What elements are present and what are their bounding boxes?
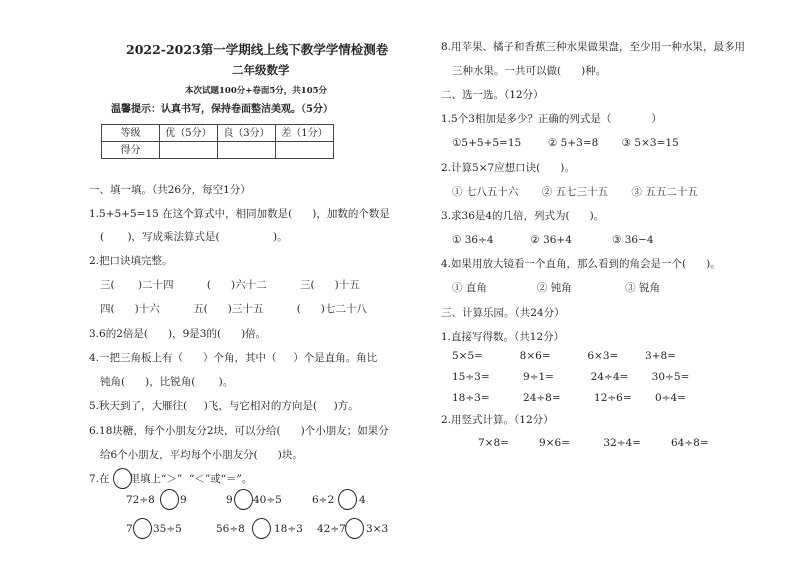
compare-left: 42÷7 bbox=[317, 523, 346, 535]
question-line: 2.用竖式计算。（12分） bbox=[441, 414, 554, 426]
compare-right: 40÷5 bbox=[253, 494, 282, 506]
section-2-heading: 二、选一选。（12分） bbox=[441, 89, 544, 101]
question-line: 3.求36是4的几倍，列式为( )。 bbox=[441, 210, 605, 222]
question-line: 7.在 里填上“＞” “＜”或“＝”。 bbox=[89, 473, 253, 485]
choice-options: ① 七八五十六 ② 五七三十五 ③ 五五二十五 bbox=[452, 186, 698, 198]
question-line: 4.一把三角板上有（ ）个角，其中（ ）个是直角。角比 bbox=[89, 352, 378, 364]
grade-header-cell: 良（3分） bbox=[218, 125, 276, 142]
question-line: 2.把口诀填完整。 bbox=[89, 255, 173, 267]
answer-circle[interactable] bbox=[113, 468, 132, 489]
question-line: 2.计算5×7应想口诀( )。 bbox=[441, 162, 575, 174]
compare-left: 7 bbox=[126, 523, 133, 535]
choice-options: ① 36÷4 ② 36+4 ③ 36−4 bbox=[452, 234, 654, 246]
grade-header-row bbox=[102, 125, 334, 142]
question-line: 6.18块糖，每个小朋友分2块，可以分给( )个小朋友；如果分 bbox=[89, 425, 389, 437]
compare-right: 4 bbox=[359, 494, 366, 506]
calc-row: 7×8= 9×6= 32÷4= 64÷8= bbox=[478, 437, 709, 449]
question-line: 1.直接写得数。（共12分） bbox=[441, 331, 565, 343]
compare-left: 9 bbox=[226, 494, 233, 506]
answer-circle[interactable] bbox=[252, 518, 271, 539]
grade-header-cell: 差（1分） bbox=[276, 125, 334, 142]
grade-score-row bbox=[102, 142, 334, 159]
calc-row: 18÷3= 24÷8= 12÷6= 0÷4= bbox=[452, 392, 686, 404]
question-line: 四( )十六 五( )三十五 ( )七二十八 bbox=[100, 303, 367, 315]
exam-tip: 温馨提示：认真书写，保持卷面整洁美观。（5分） bbox=[111, 104, 333, 115]
exam-subtitle: 二年级数学 bbox=[232, 63, 290, 77]
question-line: 3.6的2倍是( )，9是3的( )倍。 bbox=[89, 328, 267, 340]
question-line: 1.5个3相加是多少？正确的列式是（ ） bbox=[441, 113, 662, 125]
question-line: 8.用苹果、橘子和香蕉三种水果做果盘，至少用一种水果，最多用 bbox=[441, 41, 746, 53]
answer-circle[interactable] bbox=[234, 489, 253, 510]
grade-row-label: 得分 bbox=[102, 142, 160, 159]
exam-info: 本次试题100分+卷面5分，共105分 bbox=[185, 86, 328, 96]
answer-circle[interactable] bbox=[345, 518, 364, 539]
choice-options: ①5+5+5=15 ② 5+3=8 ③ 5×3=15 bbox=[452, 137, 679, 149]
question-line: 三( )二十四 ( )六十二 三( )十五 bbox=[100, 279, 360, 291]
compare-left: 56÷8 bbox=[216, 523, 245, 535]
question-line: 5.秋天到了，大雁往( )飞，与它相对的方向是( )方。 bbox=[89, 400, 359, 412]
grade-score-cell[interactable] bbox=[160, 142, 218, 159]
question-line: 4.如果用放大镜看一个直角，那么看到的角会是一个( )。 bbox=[441, 258, 721, 270]
answer-circle[interactable] bbox=[338, 489, 357, 510]
grade-table bbox=[101, 124, 334, 159]
compare-left: 72÷8 bbox=[126, 494, 155, 506]
calc-row: 15÷3= 9÷1= 24÷4= 30÷5= bbox=[452, 371, 690, 383]
choice-options: ① 直角 ② 钝角 ③ 锐角 bbox=[452, 282, 660, 294]
grade-score-cell[interactable] bbox=[218, 142, 276, 159]
question-line: ( )，写成乘法算式是( )。 bbox=[100, 231, 288, 243]
question-line: 三种水果。一共可以做( )种。 bbox=[452, 65, 607, 77]
compare-right: 3×3 bbox=[366, 523, 389, 535]
grade-header-cell: 等级 bbox=[102, 125, 160, 142]
compare-left: 6÷2 bbox=[312, 494, 335, 506]
section-3-heading: 三、计算乐园。（共24分） bbox=[441, 307, 565, 319]
grade-header-cell: 优（5分） bbox=[160, 125, 218, 142]
answer-circle[interactable] bbox=[133, 518, 152, 539]
section-1-heading: 一、填一填。（共26分，每空1分） bbox=[89, 184, 251, 196]
question-line: 钝角( )，比锐角( )。 bbox=[100, 376, 234, 388]
exam-title: 2022-2023第一学期线上线下教学学情检测卷 bbox=[126, 42, 389, 57]
compare-right: 35÷5 bbox=[153, 523, 182, 535]
grade-score-cell[interactable] bbox=[276, 142, 334, 159]
question-line: 给6个小朋友，平均每个小朋友分( )块。 bbox=[100, 449, 303, 461]
compare-right: 9 bbox=[180, 494, 187, 506]
compare-right: 18÷3 bbox=[274, 523, 303, 535]
answer-circle[interactable] bbox=[160, 489, 179, 510]
calc-row: 5×5= 8×6= 6×3= 3+8= bbox=[452, 350, 676, 362]
question-line: 1.5+5+5=15 在这个算式中，相同加数是( )，加数的个数是 bbox=[89, 208, 390, 220]
